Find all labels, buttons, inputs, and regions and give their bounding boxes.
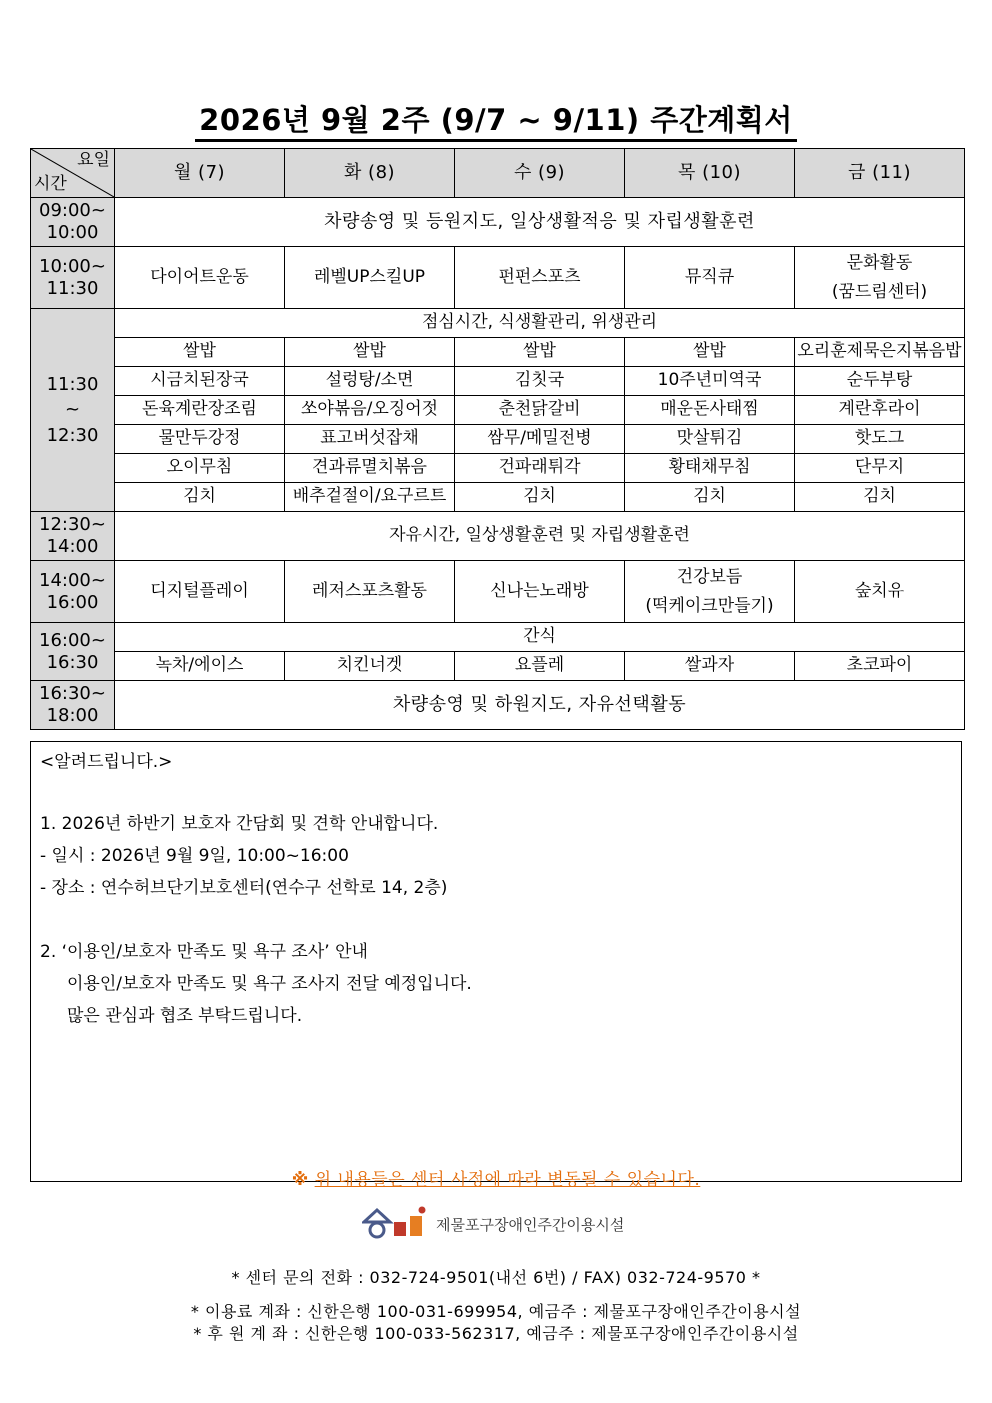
menu-cell: 쌀밥 [625, 338, 795, 367]
notice-item-1-date: - 일시 : 2026년 9월 9일, 10:00~16:00 [40, 846, 349, 866]
time-cell: 11:30 ~ 12:30 [31, 309, 115, 512]
day-header-tue: 화 (8) [285, 149, 455, 198]
snack-cell: 녹차/에이스 [115, 652, 285, 681]
menu-cell: 표고버섯잡채 [285, 425, 455, 454]
lunch-header: 점심시간, 식생활관리, 위생관리 [115, 309, 965, 338]
time-cell: 16:00~ 16:30 [31, 623, 115, 681]
menu-cell: 김치 [455, 483, 625, 512]
time-cell: 14:00~ 16:00 [31, 561, 115, 623]
menu-cell: 황태채무침 [625, 454, 795, 483]
menu-cell: 쌀밥 [285, 338, 455, 367]
notice-box [30, 741, 962, 1190]
menu-cell: 오이무침 [115, 454, 285, 483]
menu-cell: 핫도그 [795, 425, 965, 454]
activity-cell-mon: 디지털플레이 [115, 561, 285, 623]
notice-item-1: 1. 2026년 하반기 보호자 간담회 및 견학 안내합니다. [40, 814, 439, 834]
snack-row [31, 652, 965, 681]
menu-cell: 10주년미역국 [625, 367, 795, 396]
table-row [31, 512, 965, 561]
menu-cell: 김치 [795, 483, 965, 512]
corner-cell [31, 149, 115, 198]
table-row [31, 561, 965, 623]
menu-cell: 배추겉절이/요구르트 [285, 483, 455, 512]
notice-item-2-line-2: 많은 관심과 협조 부탁드립니다. [67, 1006, 303, 1026]
menu-cell: 쌀밥 [455, 338, 625, 367]
menu-cell: 순두부탕 [795, 367, 965, 396]
activity-cell-fri: 숲치유 [795, 561, 965, 623]
day-header-thu: 목 (10) [625, 149, 795, 198]
logo-icon [362, 1206, 432, 1240]
table-row [31, 247, 965, 309]
day-header-wed: 수 (9) [455, 149, 625, 198]
snack-cell: 치킨너겟 [285, 652, 455, 681]
menu-cell: 쏘야볶음/오징어젓 [285, 396, 455, 425]
menu-cell: 맛살튀김 [625, 425, 795, 454]
day-header-fri: 금 (11) [795, 149, 965, 198]
menu-row [31, 483, 965, 512]
menu-cell: 단무지 [795, 454, 965, 483]
snack-cell: 쌀과자 [625, 652, 795, 681]
header-row [31, 149, 965, 198]
donation-account: * 후 원 계 좌 : 신한은행 100-033-562317, 예금주 : 제물포구장애인주간이용시설 [193, 1324, 799, 1343]
menu-cell: 물만두강정 [115, 425, 285, 454]
menu-cell: 건파래튀각 [455, 454, 625, 483]
table-row [31, 681, 965, 730]
menu-cell: 시금치된장국 [115, 367, 285, 396]
activity-cell: 차량송영 및 하원지도, 자유선택활동 [115, 681, 965, 730]
activity-cell: 차량송영 및 등원지도, 일상생활적응 및 자립생활훈련 [115, 198, 965, 247]
menu-row [31, 396, 965, 425]
menu-cell: 김칫국 [455, 367, 625, 396]
weekly-schedule-table [30, 148, 965, 730]
snack-cell: 요플레 [455, 652, 625, 681]
time-cell: 10:00~ 11:30 [31, 247, 115, 309]
menu-cell: 계란후라이 [795, 396, 965, 425]
time-cell: 16:30~ 18:00 [31, 681, 115, 730]
notice-heading: <알려드립니다.> [40, 752, 173, 772]
center-logo [362, 1206, 642, 1240]
day-header-mon: 월 (7) [115, 149, 285, 198]
time-cell: 12:30~ 14:00 [31, 512, 115, 561]
page-title: 2026년 9월 2주 (9/7 ~ 9/11) 주간계획서 [0, 98, 992, 139]
corner-day-label: 요일 [77, 150, 110, 170]
table-row [31, 623, 965, 652]
snack-cell: 초코파이 [795, 652, 965, 681]
fee-account: * 이용료 계좌 : 신한은행 100-031-699954, 예금주 : 제물포구장애인주간이용시설 [190, 1302, 802, 1321]
caution-mark: ※ [291, 1170, 309, 1190]
menu-row [31, 367, 965, 396]
corner-time-label: 시간 [34, 174, 67, 195]
notice-item-2-line-1: 이용인/보호자 만족도 및 욕구 조사지 전달 예정입니다. [67, 974, 472, 994]
notice-item-1-place: - 장소 : 연수허브단기보호센터(연수구 선학로 14, 2층) [40, 878, 448, 898]
menu-cell: 돈육계란장조림 [115, 396, 285, 425]
activity-cell: 자유시간, 일상생활훈련 및 자립생활훈련 [115, 512, 965, 561]
menu-cell: 김치 [115, 483, 285, 512]
menu-cell: 김치 [625, 483, 795, 512]
menu-cell: 쌈무/메밀전병 [455, 425, 625, 454]
center-name: 제물포구장애인주간이용시설 [436, 1216, 625, 1234]
snack-header: 간식 [115, 623, 965, 652]
activity-cell-tue: 레저스포츠활동 [285, 561, 455, 623]
activity-cell-tue: 레벨UP스킬UP [285, 247, 455, 309]
menu-row [31, 425, 965, 454]
activity-cell-thu: 뮤직큐 [625, 247, 795, 309]
menu-cell: 춘천닭갈비 [455, 396, 625, 425]
time-cell: 09:00~ 10:00 [31, 198, 115, 247]
menu-cell: 견과류멸치볶음 [285, 454, 455, 483]
table-row [31, 309, 965, 338]
menu-cell: 쌀밥 [115, 338, 285, 367]
caution-note: ※ 위 내용들은 센터 사정에 따라 변동될 수 있습니다. [291, 1170, 701, 1190]
menu-cell: 오리훈제묵은지볶음밥 [795, 338, 965, 367]
menu-row [31, 338, 965, 367]
table-row [31, 198, 965, 247]
activity-cell-thu: 건강보듬 (떡케이크만들기) [625, 561, 795, 623]
menu-row [31, 454, 965, 483]
activity-cell-wed: 신나는노래방 [455, 561, 625, 623]
menu-cell: 매운돈사태찜 [625, 396, 795, 425]
contact-phone: * 센터 문의 전화 : 032-724-9501(내선 6번) / FAX) 032-724-9570 * [231, 1268, 761, 1287]
activity-cell-wed: 펀펀스포츠 [455, 247, 625, 309]
menu-cell: 설렁탕/소면 [285, 367, 455, 396]
activity-cell-fri: 문화활동 (꿈드림센터) [795, 247, 965, 309]
notice-item-2: 2. ‘이용인/보호자 만족도 및 욕구 조사’ 안내 [40, 942, 368, 962]
activity-cell-mon: 다이어트운동 [115, 247, 285, 309]
